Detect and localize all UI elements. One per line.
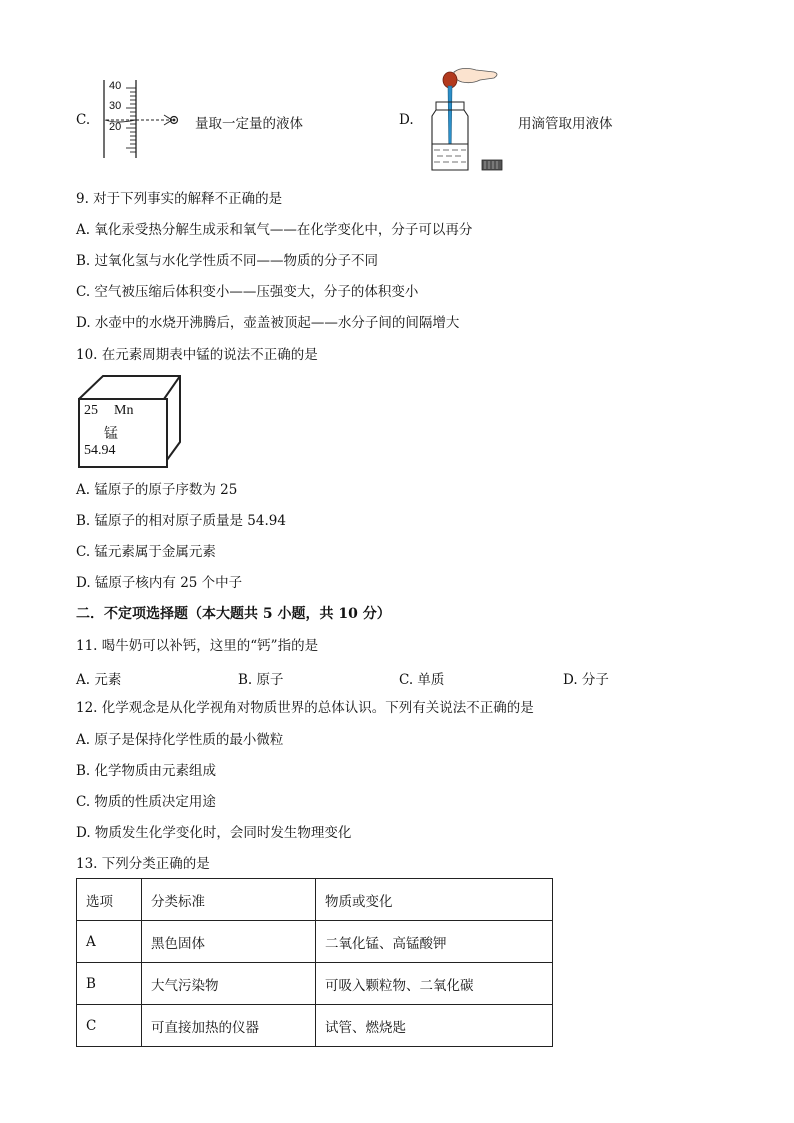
table-row bbox=[77, 963, 553, 1005]
table-header-cell: 分类标准 bbox=[142, 879, 316, 921]
q12-option-a: A. 原子是保持化学性质的最小微粒 bbox=[76, 732, 284, 748]
table-header-row bbox=[77, 879, 553, 921]
table-cell: B bbox=[77, 963, 142, 1005]
scale-label-30: 30 bbox=[109, 100, 122, 112]
q12-option-c: C. 物质的性质决定用途 bbox=[76, 794, 216, 810]
table-header-cell: 选项 bbox=[77, 879, 142, 921]
table-cell: 黑色固体 bbox=[142, 921, 316, 963]
q9-option-b: B. 过氧化氢与水化学性质不同——物质的分子不同 bbox=[76, 253, 379, 269]
option-c-letter: C. bbox=[76, 112, 91, 128]
option-c-text: 量取一定量的液体 bbox=[195, 116, 303, 132]
table-cell: 试管、燃烧匙 bbox=[316, 1005, 553, 1047]
q10-option-d: D. 锰原子核内有 25 个中子 bbox=[76, 575, 243, 591]
table-cell: C bbox=[77, 1005, 142, 1047]
q13-stem: 13. 下列分类正确的是 bbox=[76, 856, 210, 872]
q10-option-b: B. 锰原子的相对原子质量是 54.94 bbox=[76, 513, 286, 529]
q11-option-c: C. 单质 bbox=[399, 672, 445, 688]
q10-stem: 10. 在元素周期表中锰的说法不正确的是 bbox=[76, 347, 318, 363]
element-atomic-mass: 54.94 bbox=[84, 443, 116, 458]
q10-option-c: C. 锰元素属于金属元素 bbox=[76, 544, 216, 560]
table-cell: 二氧化锰、高锰酸钾 bbox=[316, 921, 553, 963]
q9-option-c: C. 空气被压缩后体积变小——压强变大，分子的体积变小 bbox=[76, 284, 419, 300]
table-row bbox=[77, 921, 553, 963]
q11-stem: 11. 喝牛奶可以补钙，这里的“钙”指的是 bbox=[76, 638, 319, 654]
element-tile-manganese bbox=[78, 398, 168, 468]
q9-option-d: D. 水壶中的水烧开沸腾后，壶盖被顶起——水分子间的间隔增大 bbox=[76, 315, 460, 331]
scale-label-20: 20 bbox=[109, 121, 122, 133]
q9-option-a: A. 氧化汞受热分解生成汞和氧气——在化学变化中，分子可以再分 bbox=[76, 222, 473, 238]
q9-stem: 9. 对于下列事实的解释不正确的是 bbox=[76, 191, 283, 207]
table-cell: A bbox=[77, 921, 142, 963]
q11-option-d: D. 分子 bbox=[563, 672, 609, 688]
dropper-figure bbox=[428, 66, 512, 176]
q12-option-b: B. 化学物质由元素组成 bbox=[76, 763, 217, 779]
q10-option-a: A. 锰原子的原子序数为 25 bbox=[76, 482, 238, 498]
q12-stem: 12. 化学观念是从化学视角对物质世界的总体认识。下列有关说法不正确的是 bbox=[76, 700, 534, 716]
table-cell: 可直接加热的仪器 bbox=[142, 1005, 316, 1047]
table-cell: 可吸入颗粒物、二氧化碳 bbox=[316, 963, 553, 1005]
element-atomic-number: 25 bbox=[84, 403, 98, 418]
table-cell: 大气污染物 bbox=[142, 963, 316, 1005]
q11-option-b: B. 原子 bbox=[238, 672, 284, 688]
q12-option-d: D. 物质发生化学变化时，会同时发生物理变化 bbox=[76, 825, 352, 841]
element-symbol: Mn bbox=[114, 403, 134, 418]
q11-option-a: A. 元素 bbox=[76, 672, 122, 688]
table-header-cell: 物质或变化 bbox=[316, 879, 553, 921]
classification-table bbox=[76, 878, 553, 1047]
section-title: 二．不定项选择题（本大题共 5 小题，共 10 分） bbox=[76, 606, 391, 622]
element-name: 锰 bbox=[104, 426, 118, 442]
option-d-text: 用滴管取用液体 bbox=[518, 116, 613, 132]
table-row bbox=[77, 1005, 553, 1047]
option-d-letter: D. bbox=[399, 112, 414, 128]
scale-label-40: 40 bbox=[109, 80, 122, 92]
